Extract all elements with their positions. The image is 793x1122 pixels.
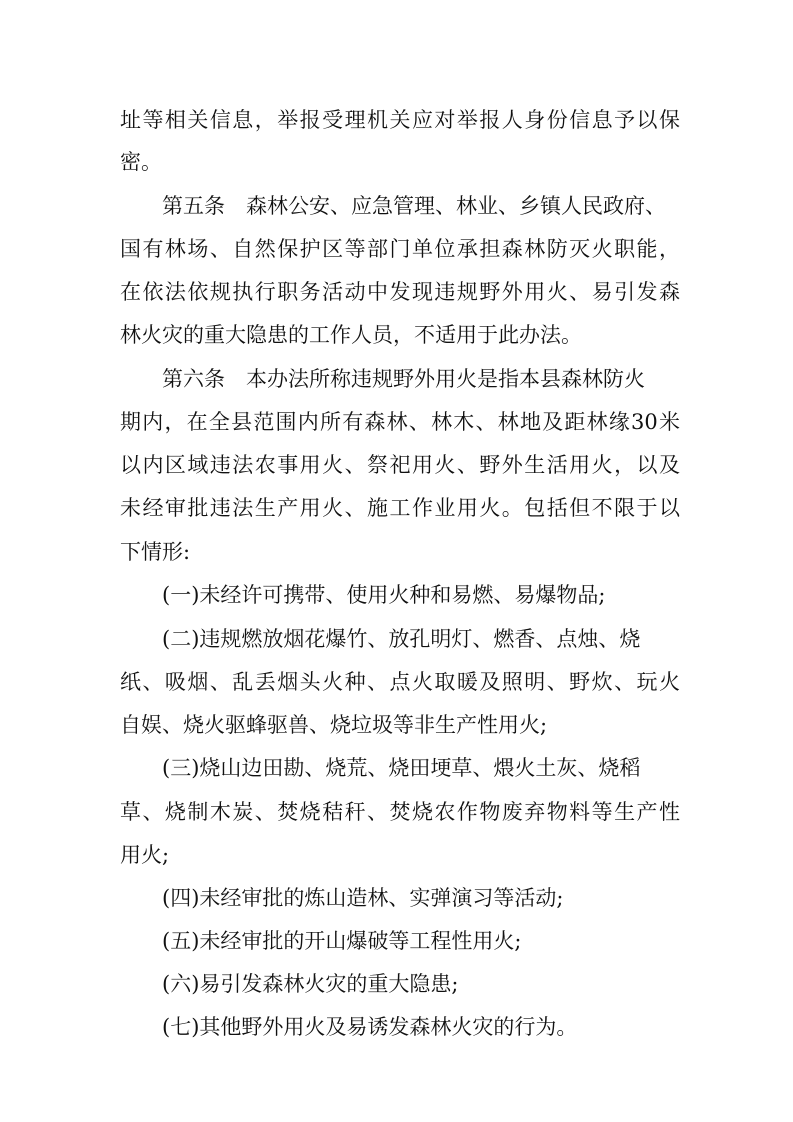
- text-line: [0, 270, 793, 314]
- text-line-content: 以内区域违法农事用火、祭祀用火、野外生活用火，以及: [120, 453, 680, 477]
- text-line: 密。: [120, 150, 162, 174]
- text-line-content: 期内，在全县范围内所有森林、林木、林地及距林缘30米: [120, 410, 680, 434]
- list-item: (四)未经审批的炼山造林、实弹演习等活动;: [162, 886, 564, 910]
- list-item: (一)未经许可携带、使用火种和易燃、易爆物品;: [162, 583, 606, 607]
- text-line-content: 草、烧制木炭、焚烧秸秆、焚烧农作物废弃物料等生产性: [120, 800, 680, 824]
- text-line: 自娱、烧火驱蜂驱兽、烧垃圾等非生产性用火;: [120, 713, 548, 737]
- list-item: (二)违规燃放烟花爆竹、放孔明灯、燃香、点烛、烧: [162, 627, 641, 651]
- list-item: (七)其他野外用火及易诱发森林火灾的行为。: [162, 1015, 578, 1039]
- text-line: 林火灾的重大隐患的工作人员，不适用于此办法。: [120, 323, 582, 347]
- text-line-content: 国有林场、自然保护区等部门单位承担森林防灭火职能，: [120, 237, 680, 261]
- list-item: (五)未经审批的开山爆破等工程性用火;: [162, 929, 522, 953]
- text-line-content: 纸、吸烟、乱丢烟头火种、点火取暖及照明、野炊、玩火: [120, 670, 680, 694]
- article-six-heading-line: 第六条 本办法所称违规野外用火是指本县森林防火: [162, 367, 645, 391]
- text-line: 用火;: [120, 843, 170, 867]
- text-line: [0, 400, 793, 444]
- text-line: [0, 227, 793, 271]
- text-line: [0, 443, 793, 487]
- article-five-heading-line: 第五条 森林公安、应急管理、林业、乡镇人民政府、: [162, 194, 666, 218]
- text-line: [0, 486, 793, 530]
- text-line-content: 址等相关信息，举报受理机关应对举报人身份信息予以保: [120, 108, 680, 132]
- text-line-content: 在依法依规执行职务活动中发现违规野外用火、易引发森: [120, 280, 680, 304]
- text-line: [0, 790, 793, 834]
- text-line: [0, 660, 793, 704]
- text-line: 下情形:: [120, 540, 191, 564]
- list-item: (三)烧山边田勘、烧荒、烧田埂草、煨火土灰、烧稻: [162, 756, 641, 780]
- list-item: (六)易引发森林火灾的重大隐患;: [162, 972, 459, 996]
- text-line: [0, 98, 793, 142]
- text-line-content: 未经审批违法生产用火、施工作业用火。包括但不限于以: [120, 496, 680, 520]
